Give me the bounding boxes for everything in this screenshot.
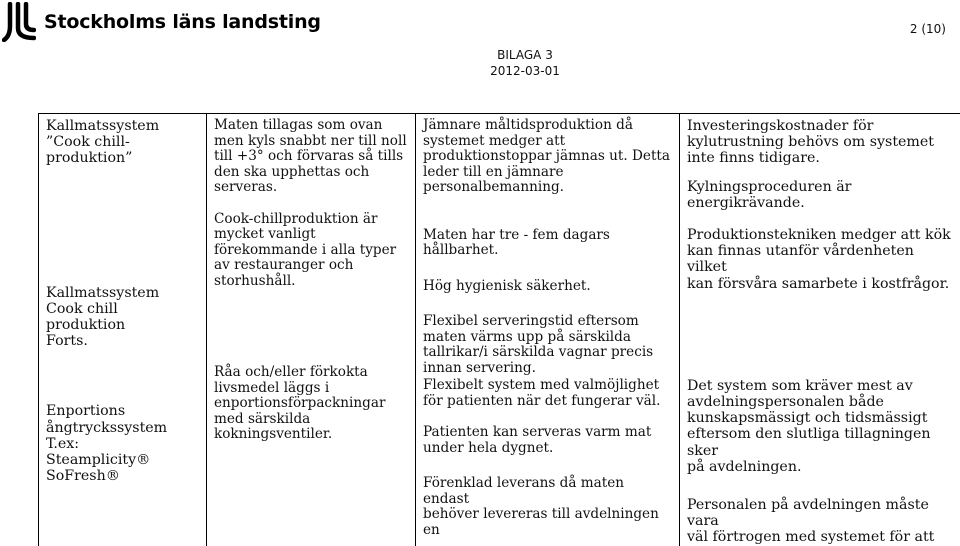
disadvantage-text: Personalen på avdelningen måste vara väl förtrogen med systemet för att (687, 497, 953, 546)
description-text: Råa och/eller förkokta livsmedel läggs i enportionsförpackningar med särskilda kokningsventiler. (214, 365, 407, 443)
description-text: Cook-chillproduktion är mycket vanligt förekommande i alla typer av restauranger och storhushåll. (214, 212, 407, 290)
sll-logo-icon (2, 2, 36, 42)
system-name: Enportions ångtryckssystem T.ex: Steamplicity® SoFresh® (46, 403, 198, 484)
document-date: 2012-03-01 (0, 63, 960, 79)
table-row (39, 114, 960, 546)
page-number: 2 (10) (910, 22, 946, 36)
comparison-table (38, 113, 960, 546)
description-cell (207, 114, 416, 546)
description-text: Maten tillagas som ovan men kyls snabbt ner till noll till +3° och förvaras så tills den ska upphettas och serveras. (214, 118, 407, 196)
disadvantage-text: Det system som kräver mest av avdelningspersonalen både kunskapsmässigt och tidsmässigt eftersom den slutliga tillagningen sker på avdelningen. (687, 378, 953, 475)
advantage-text: Patienten kan serveras varm mat under hela dygnet. (423, 425, 671, 456)
disadvantage-text: Investeringskostnader för kylutrustning behövs om systemet inte finns tidigare. (687, 118, 953, 167)
advantage-text: Flexibelt system med valmöjlighet för patienten när det fungerar väl. (423, 378, 671, 409)
advantage-text: Förenklad leverans då maten endast behöver levereras till avdelningen en (423, 476, 671, 538)
disadvantage-text: Produktionstekniken medger att kök kan finnas utanför vårdenheten vilket kan försvåra samarbete i kostfrågor. (687, 227, 953, 292)
advantages-cell (416, 114, 680, 546)
system-name-continued: Kallmatssystem Cook chill produktion Forts. (46, 285, 198, 350)
attachment-header (0, 47, 960, 79)
organization-logo (0, 0, 321, 44)
advantage-text: Jämnare måltidsproduktion då systemet medger att produktionstoppar jämnas ut. Detta leder till en jämnare personalbemanning. (423, 118, 671, 196)
organization-name: Stockholms läns landsting (44, 11, 321, 33)
attachment-label: BILAGA 3 (0, 47, 960, 63)
advantage-text: Maten har tre - fem dagars hållbarhet. (423, 228, 671, 259)
disadvantages-cell (680, 114, 960, 546)
system-cell (39, 114, 207, 546)
disadvantage-text: Kylningsproceduren är energikrävande. (687, 179, 953, 211)
advantage-text: Hög hygienisk säkerhet. (423, 279, 671, 295)
advantage-text: Flexibel serveringstid eftersom maten värms upp på särskilda tallrikar/i särskilda vagnar precis innan servering. (423, 314, 671, 376)
system-name: Kallmatssystem ”Cook chill- produktion” (46, 118, 198, 167)
